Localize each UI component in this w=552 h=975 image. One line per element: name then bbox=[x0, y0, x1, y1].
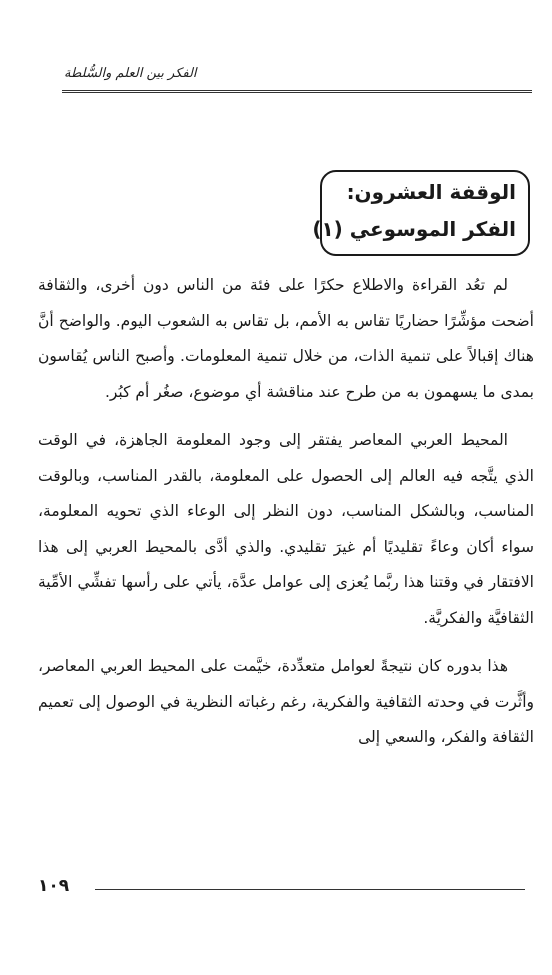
footer-divider bbox=[95, 889, 525, 890]
paragraph-2: المحيط العربي المعاصر يفتقر إلى وجود المعلومة الجاهزة، في الوقت الذي يتَّجه فيه العالم إلى الحصول على المعلومة، بالقدر المناسب، وبالوقت المناسب، وبالشكل المناسب، دون النظر إلى الوعاء الذي تحويه المعلومة، سواء أكان وعاءً تقليديًا أم غيرَ تقليدي. والذي أدَّى بالمحيط العربي إلى هذا الافتقار في وقتنا هذا ربَّما يُعزى إلى عوامل عدَّة، يأتي على رأسها تفشِّي الأمِّية الثقافيَّة والفكريَّة. bbox=[38, 431, 534, 627]
section-title-box bbox=[312, 170, 530, 256]
page-number: ١٠٩ bbox=[38, 876, 70, 896]
header-divider bbox=[62, 90, 532, 93]
running-header: الفكر بين العلم والسُّلطة bbox=[64, 66, 197, 81]
section-subtitle: الفكر الموسوعي (١) bbox=[312, 217, 516, 241]
paragraph-1: لم تعُد القراءة والاطلاع حكرًا على فئة من الناس دون أخرى، والثقافة أضحت مؤشِّرًا حضاريًا تقاس به الأمم، بل تقاس به الشعوب اليوم. والواضح أنَّ هناك إقبالاً على تنمية الذات، من خلال تنمية المعلومات. وأصبح الناس يُقاسون بمدى ما يسهمون به من طرح عند مناقشة أي موضوع، صغُر أم كبُر. bbox=[38, 276, 534, 401]
body-text bbox=[38, 268, 534, 769]
paragraph-3: هذا بدوره كان نتيجةً لعوامل متعدِّدة، خيَّمت على المحيط العربي المعاصر، وأثَّرت في وحدته الثقافية والفكرية، رغم رغباته النظرية في الوصول إلى تعميم الثقافة والفكر، والسعي إلى bbox=[38, 657, 534, 746]
section-title: الوقفة العشرون: bbox=[346, 180, 516, 204]
